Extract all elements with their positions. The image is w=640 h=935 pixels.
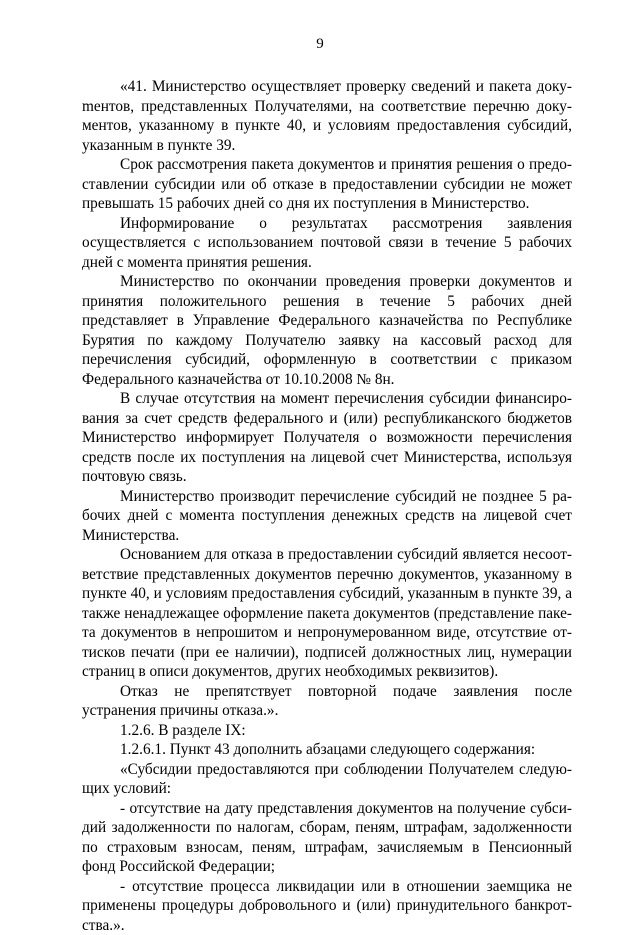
paragraph-3: Информирование о результатах рассмотрения заявления осуществляется с использованием почтовой связи в течение 5 рабочих дней с момента принятия решения. [82, 214, 572, 273]
paragraph-10: 1.2.6.1. Пункт 43 дополнить абзацами следующего содержания: [82, 740, 572, 760]
paragraph-12: - отсутствие на дату представления документов на получение субсидий задолженности по налогам, сборам, пеням, штрафам, задолженности по страховым взносам, пеням, штрафам, зачисляемым в Пенсионный фонд Российской Федерации; [82, 799, 572, 877]
paragraph-8: Отказ не препятствует повторной подаче заявления после устранения причины отказа.». [82, 682, 572, 721]
paragraph-4: Министерство по окончании проведения проверки документов и принятия положительного решения в течение 5 рабочих дней представляет в Управление Федерального казначейства по Республике Бурятия по каждому Получателю заявку на кассовый расход для перечисления субсидий, оформленную в соответствии с приказом Федерального казначейства от 10.10.2008 № 8н. [82, 272, 572, 389]
paragraph-13: - отсутствие процесса ликвидации или в отношении заемщика не применены процедуры добровольного и (или) принудительного банкротства.». [82, 877, 572, 935]
page-number: 9 [0, 35, 640, 53]
document-body [82, 77, 572, 935]
paragraph-1: «41. Министерство осуществляет проверку сведений и пакета докуmентов, представленных Получателями, на соответствие перечню документов, указанному в пункте 40, и условиям предоставления субсидий, указанным в пункте 39. [82, 77, 572, 155]
paragraph-2: Срок рассмотрения пакета документов и принятия решения о предоставлении субсидии или об отказе в предоставлении субсидии не может превышать 15 рабочих дней со дня их поступления в Министерство. [82, 155, 572, 214]
paragraph-11: «Субсидии предоставляются при соблюдении Получателем следующих условий: [82, 760, 572, 799]
paragraph-5: В случае отсутствия на момент перечисления субсидии финансирования за счет средств федерального и (или) республиканского бюджетов Министерство информирует Получателя о возможности перечисления средств после их поступления на лицевой счет Министерства, используя почтовую связь. [82, 389, 572, 487]
paragraph-9: 1.2.6. В разделе IX: [82, 721, 572, 741]
paragraph-7: Основанием для отказа в предоставлении субсидий является несоответствие представленных документов перечню документов, указанному в пункте 40, и условиям предоставления субсидий, указанным в пункте 39, а также ненадлежащее оформление пакета документов (представление пакета документов в непрошитом и непронумерованном виде, отсутствие оттисков печати (при ее наличии), подписей должностных лиц, нумерации страниц в описи документов, других необходимых реквизитов). [82, 545, 572, 682]
paragraph-6: Министерство производит перечисление субсидий не позднее 5 рабочих дней с момента поступления денежных средств на лицевой счет Министерства. [82, 487, 572, 546]
